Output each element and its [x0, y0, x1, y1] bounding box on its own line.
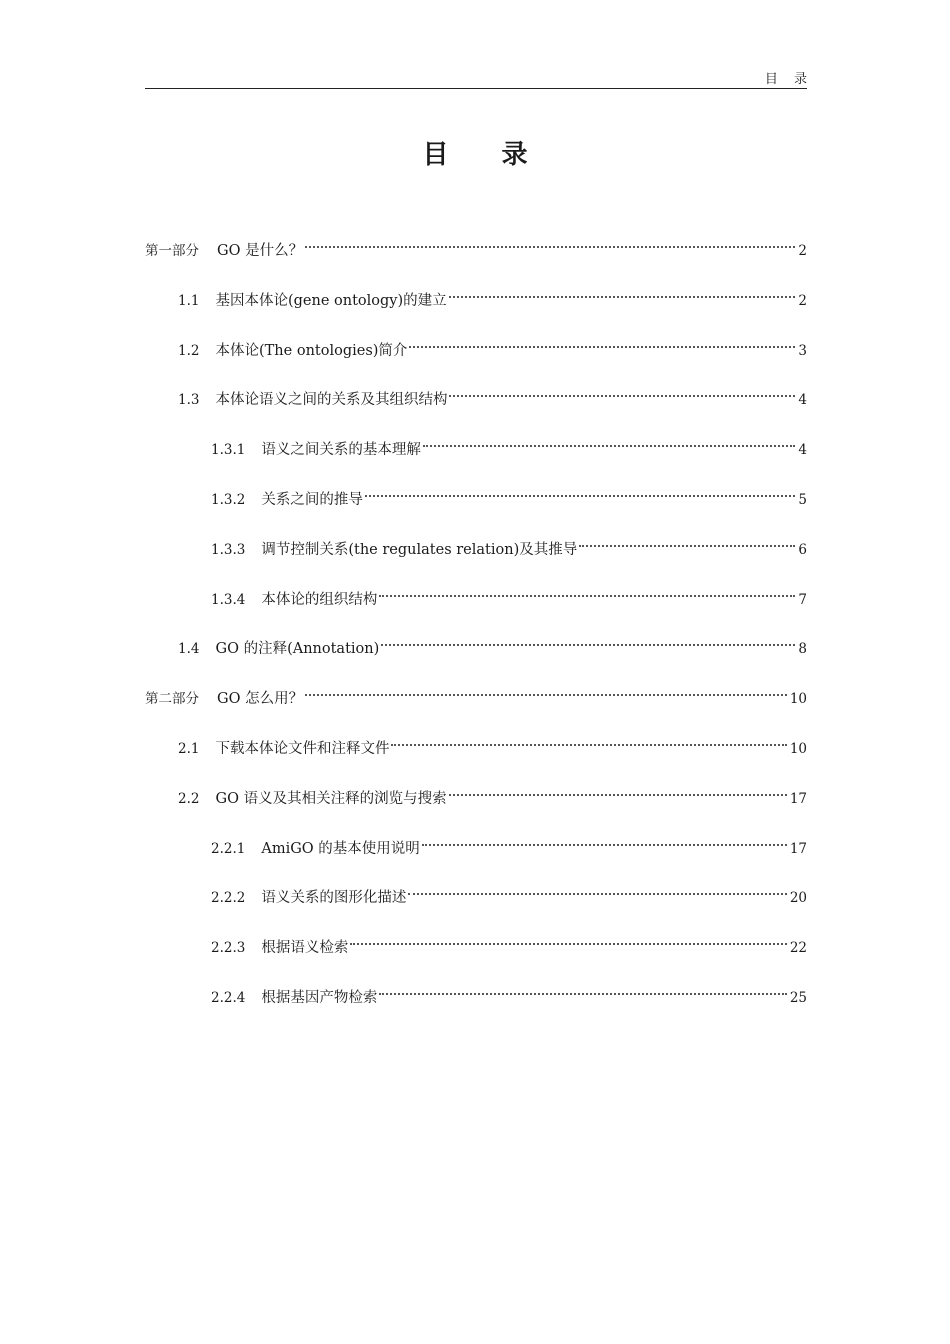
toc-entry-number: 第二部分	[145, 691, 199, 707]
toc-dot-leader	[391, 731, 786, 753]
toc-entry-title: GO 的注释(Annotation)	[215, 641, 380, 657]
toc-entry[interactable]	[211, 980, 807, 1006]
page-title: 目 录	[422, 140, 550, 170]
toc-entry-number: 1.3.2	[211, 492, 246, 508]
toc-entry-title: 本体论语义之间的关系及其组织结构	[215, 392, 448, 408]
toc-entry-page: 25	[789, 990, 807, 1006]
toc-entry[interactable]	[211, 432, 807, 458]
toc-entry-number: 1.3	[178, 392, 200, 408]
toc-entry-title: GO 是什么？	[217, 243, 304, 259]
toc-entry-title: 本体论(The ontologies)简介	[215, 343, 408, 359]
toc-entry-number: 1.3.1	[211, 442, 246, 458]
toc-entry[interactable]	[178, 731, 807, 757]
toc-entry-page: 22	[789, 940, 807, 956]
toc-entry[interactable]	[178, 283, 807, 309]
toc-entry[interactable]	[211, 930, 807, 956]
toc-entry-number: 1.3.3	[211, 542, 246, 558]
toc-entry-title: 本体论的组织结构	[261, 592, 378, 608]
toc-entry-number: 1.4	[178, 641, 200, 657]
toc-dot-leader	[449, 781, 787, 803]
toc-entry[interactable]	[211, 880, 807, 906]
toc-entry-title: 语义关系的图形化描述	[261, 890, 407, 906]
toc-dot-leader	[422, 831, 787, 853]
toc-entry-page: 17	[789, 791, 807, 807]
toc-entry-title: GO 怎么用？	[217, 691, 304, 707]
toc-entry-title: AmiGO 的基本使用说明	[261, 841, 420, 857]
toc-dot-leader	[423, 432, 796, 454]
toc-entry-page: 20	[789, 890, 807, 906]
toc-entry-page: 3	[798, 343, 807, 359]
toc-entry-page: 4	[798, 392, 807, 408]
toc-entry-page: 17	[789, 841, 807, 857]
toc-entry-number: 2.2.3	[211, 940, 246, 956]
toc-entry[interactable]	[178, 382, 807, 408]
toc-entry-number: 2.2.4	[211, 990, 246, 1006]
toc-entry[interactable]	[178, 781, 807, 807]
running-header	[145, 66, 813, 89]
toc-entry-number: 2.2	[178, 791, 200, 807]
toc-dot-leader	[379, 980, 786, 1002]
toc-entry[interactable]	[211, 582, 807, 608]
toc-entry-title: 根据基因产物检索	[261, 990, 378, 1006]
toc-entry[interactable]	[211, 831, 807, 857]
toc-entry[interactable]	[211, 532, 807, 558]
toc-dot-leader	[350, 930, 786, 952]
toc-entry-number: 1.2	[178, 343, 200, 359]
toc-dot-leader	[408, 880, 786, 902]
toc-entry-number: 2.1	[178, 741, 200, 757]
toc-dot-leader	[449, 283, 796, 305]
toc-entry-page: 10	[789, 741, 807, 757]
toc-entry-number: 2.2.2	[211, 890, 246, 906]
toc-entry-title: 调节控制关系(the regulates relation)及其推导	[261, 542, 578, 558]
toc-entry-page: 6	[798, 542, 807, 558]
toc-entry-title: 下载本体论文件和注释文件	[215, 741, 390, 757]
toc-entry-page: 5	[798, 492, 807, 508]
toc-dot-leader	[305, 681, 787, 703]
toc-dot-leader	[409, 333, 795, 355]
toc-dot-leader	[365, 482, 796, 504]
toc-entry-title: 基因本体论(gene ontology)的建立	[215, 293, 447, 309]
toc-entry-title: 关系之间的推导	[261, 492, 363, 508]
toc-entry-title: 语义之间关系的基本理解	[261, 442, 421, 458]
toc-entry-page: 8	[798, 641, 807, 657]
toc-entry-number: 2.2.1	[211, 841, 246, 857]
running-header-title: 目 录	[764, 72, 813, 87]
toc-entry-page: 4	[798, 442, 807, 458]
toc-entry-number: 1.3.4	[211, 592, 246, 608]
toc-entry-title: 根据语义检索	[261, 940, 349, 956]
toc-entry[interactable]	[145, 233, 807, 259]
toc-dot-leader	[379, 582, 795, 604]
toc-entry-number: 第一部分	[145, 243, 199, 259]
toc-entry[interactable]	[145, 681, 807, 707]
toc-entry-page: 7	[798, 592, 807, 608]
toc-dot-leader	[381, 631, 795, 653]
toc-entry[interactable]	[178, 333, 807, 359]
toc-entry[interactable]	[211, 482, 807, 508]
toc-entry[interactable]	[178, 631, 807, 657]
toc-dot-leader	[449, 382, 795, 404]
toc-entry-page: 10	[789, 691, 807, 707]
toc-entry-page: 2	[798, 293, 807, 309]
toc-entry-title: GO 语义及其相关注释的浏览与搜索	[215, 791, 447, 807]
toc-dot-leader	[579, 532, 795, 554]
toc-entry-number: 1.1	[178, 293, 200, 309]
toc-entry-page: 2	[798, 243, 807, 259]
toc-dot-leader	[305, 233, 795, 255]
